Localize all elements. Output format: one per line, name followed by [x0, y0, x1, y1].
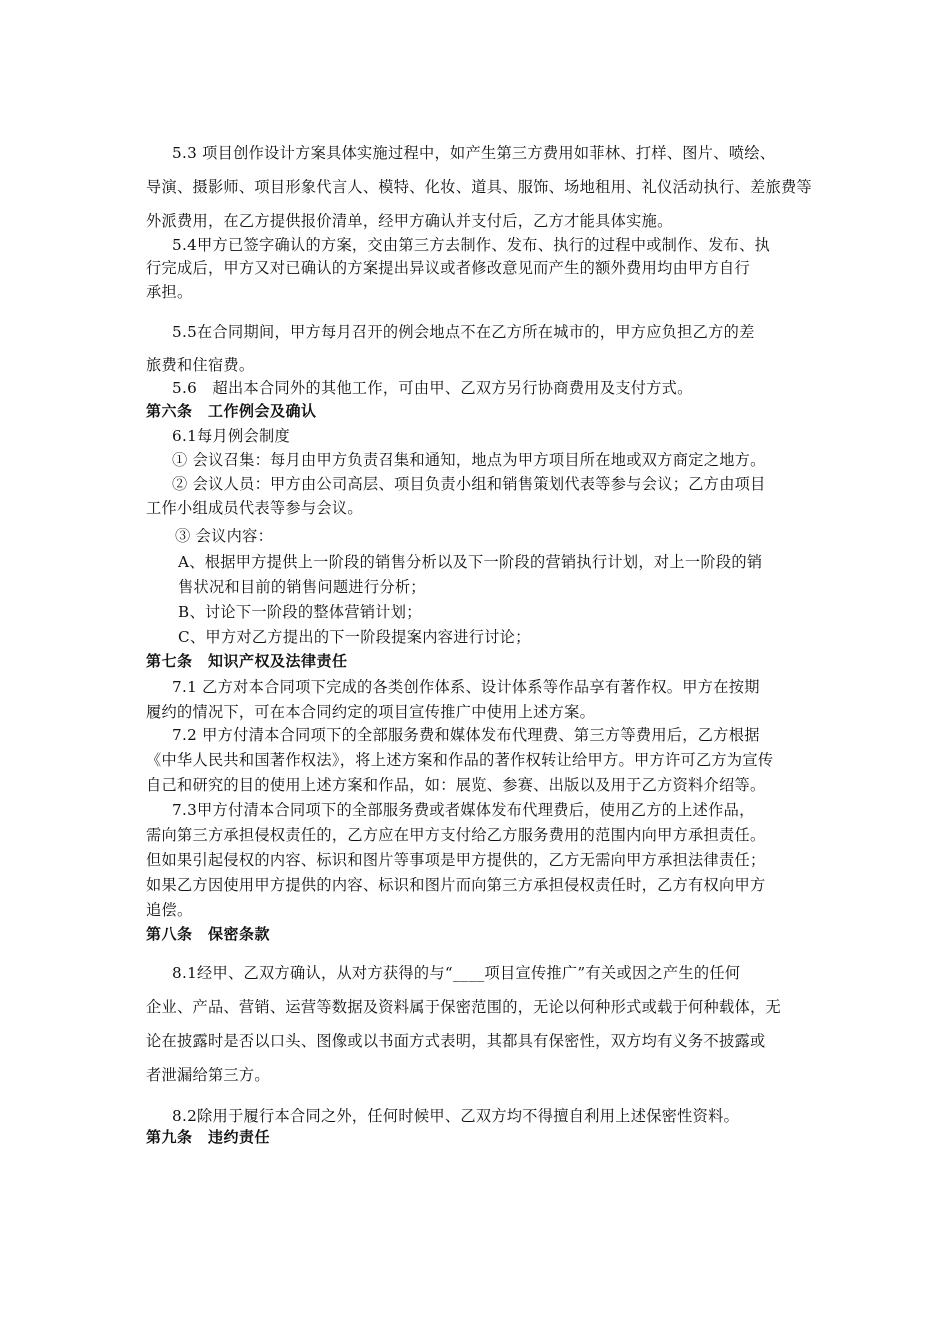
- clause-6-1: 6.1每月例会制度: [172, 427, 290, 445]
- clause-6-1-item-2-line-2: 工作小组成员代表等参与会议。: [146, 499, 363, 517]
- clause-7-3-line-3: 但如果引起侵权的内容、标识和图片等事项是甲方提供的，乙方无需向甲方承担法律责任；: [146, 851, 766, 869]
- clause-5-3-line-3: 外派费用，在乙方提供报价清单，经甲方确认并支付后，乙方才能具体实施。: [146, 212, 673, 230]
- clause-7-3-line-1: 7.3甲方付清本合同项下的全部服务费或者媒体发布代理费后，使用乙方的上述作品，: [172, 801, 755, 819]
- clause-8-1-line-4: 者泄漏给第三方。: [146, 1066, 270, 1084]
- clause-7-3-line-5: 追偿。: [146, 901, 193, 919]
- clause-8-2: 8.2除用于履行本合同之外，任何时候甲、乙双方均不得擅自利用上述保密性资料。: [172, 1107, 740, 1125]
- clause-7-2-line-3: 自己和研究的目的使用上述方案和作品，如：展览、参赛、出版以及用于乙方资料介绍等。: [146, 776, 766, 794]
- clause-6-1-item-a-line-1: A、根据甲方提供上一阶段的销售分析以及下一阶段的营销执行计划，对上一阶段的销: [178, 553, 763, 571]
- clause-5-5-line-1: 5.5在合同期间，甲方每月召开的例会地点不在乙方所在城市的，甲方应负担乙方的差: [172, 323, 755, 341]
- clause-5-3-line-2: 导演、摄影师、项目形象代言人、模特、化妆、道具、服饰、场地租用、礼仪活动执行、差旅费等: [146, 178, 812, 196]
- clause-8-1-line-2: 企业、产品、营销、运营等数据及资料属于保密范围的，无论以何种形式或载于何种载体，无: [146, 998, 781, 1016]
- clause-5-4-line-3: 承担。: [146, 283, 193, 301]
- clause-6-1-item-3: ③ 会议内容：: [175, 527, 274, 545]
- clause-8-1-line-1: 8.1经甲、乙双方确认，从对方获得的与“____项目宣传推广”有关或因之产生的任何: [172, 964, 741, 982]
- clause-6-1-item-b: B、讨论下一阶段的整体营销计划；: [178, 603, 422, 621]
- article-9-heading: 第九条 违约责任: [146, 1128, 271, 1146]
- clause-7-3-line-4: 如果乙方因使用甲方提供的内容、标识和图片而向第三方承担侵权责任时，乙方有权向甲方: [146, 876, 766, 894]
- clause-7-2-line-1: 7.2 甲方付清本合同项下的全部服务费和媒体发布代理费、第三方等费用后，乙方根据: [172, 726, 760, 744]
- article-6-heading: 第六条 工作例会及确认: [146, 402, 317, 420]
- clause-6-1-item-c: C、甲方对乙方提出的下一阶段提案内容进行讨论；: [178, 628, 531, 646]
- clause-7-1-line-1: 7.1 乙方对本合同项下完成的各类创作体系、设计体系等作品享有著作权。甲方在按期: [172, 678, 760, 696]
- clause-5-5-line-2: 旅费和住宿费。: [146, 356, 255, 374]
- clause-7-1-line-2: 履约的情况下，可在本合同约定的项目宣传推广中使用上述方案。: [146, 703, 596, 721]
- clause-5-3-line-1: 5.3 项目创作设计方案具体实施过程中，如产生第三方费用如菲林、打样、图片、喷绘、: [172, 144, 776, 162]
- article-7-heading: 第七条 知识产权及法律责任: [146, 652, 348, 670]
- clause-5-6: 5.6 超出本合同外的其他工作，可由甲、乙双方另行协商费用及支付方式。: [172, 379, 693, 397]
- clause-6-1-item-1: ① 会议召集：每月由甲方负责召集和通知，地点为甲方项目所在地或双方商定之地方。: [172, 451, 766, 469]
- clause-6-1-item-a-line-2: 售状况和目前的销售问题进行分析；: [178, 578, 426, 596]
- clause-7-3-line-2: 需向第三方承担侵权责任的，乙方应在甲方支付给乙方服务费用的范围内向甲方承担责任。: [146, 826, 766, 844]
- article-8-heading: 第八条 保密条款: [146, 925, 271, 943]
- clause-5-4-line-1: 5.4甲方已签字确认的方案，交由第三方去制作、发布、执行的过程中或制作、发布、执: [172, 236, 771, 254]
- clause-5-4-line-2: 行完成后，甲方又对已确认的方案提出异议或者修改意见而产生的额外费用均由甲方自行: [146, 259, 751, 277]
- clause-6-1-item-2-line-1: ② 会议人员：甲方由公司高层、项目负责小组和销售策划代表等参与会议；乙方由项目: [172, 475, 766, 493]
- clause-8-1-line-3: 论在披露时是否以口头、图像或以书面方式表明，其都具有保密性，双方均有义务不披露或: [146, 1032, 766, 1050]
- clause-7-2-line-2: 《中华人民共和国著作权法》，将上述方案和作品的著作权转让给甲方。甲方许可乙方为宣传: [146, 751, 774, 769]
